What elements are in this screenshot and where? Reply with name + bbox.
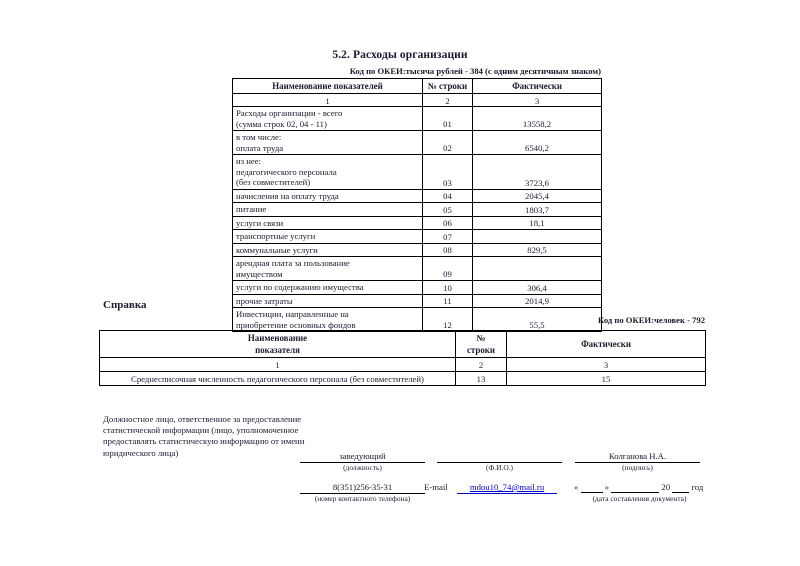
expense-value-cell: 1803,7: [473, 203, 602, 217]
column-index-3: 3: [473, 94, 602, 107]
date-quote-close: »: [604, 482, 610, 492]
expense-name-cell: услуги связи: [233, 216, 423, 230]
date-quote-open: «: [574, 482, 579, 492]
expense-rowno-cell: 01: [423, 107, 473, 131]
expense-value-cell: 18,1: [473, 216, 602, 230]
table-row: [233, 230, 602, 244]
table-row: [233, 281, 602, 295]
email-link[interactable]: mdou10_74@mail.ru: [457, 481, 557, 494]
expense-rowno-cell: 03: [423, 155, 473, 190]
spravka-column-header-rowno: № строки: [456, 331, 507, 358]
signature-line: Колганова Н.А.: [575, 450, 700, 463]
expense-name-cell: услуги по содержанию имущества: [233, 281, 423, 295]
signature-caption: (подпись): [622, 463, 653, 472]
expense-name-cell: Расходы организации - всего (сумма строк 02, 04 - 11): [233, 107, 423, 131]
phone-line: 8(351)256-35-31: [300, 481, 425, 494]
spravka-column-header-name: Наименование показателя: [100, 331, 456, 358]
expenses-table: [232, 78, 602, 332]
expense-value-cell: 55,5: [473, 308, 602, 332]
page-title: 5.2. Расходы организации: [332, 49, 468, 61]
expense-rowno-cell: 09: [423, 257, 473, 281]
expense-name-cell: транспортные услуги: [233, 230, 423, 244]
expense-rowno-cell: 06: [423, 216, 473, 230]
expense-value-cell: 829,5: [473, 243, 602, 257]
spravka-table-body: [100, 372, 706, 386]
email-label: E-mail: [424, 482, 448, 492]
date-year-prefix: 20: [661, 482, 671, 492]
expense-name-cell: в том числе: оплата труда: [233, 131, 423, 155]
table-number-row: [233, 94, 602, 107]
expense-value-cell: [473, 257, 602, 281]
table-row: [100, 372, 706, 386]
expense-value-cell: 306,4: [473, 281, 602, 295]
date-caption: (дата составления документа): [592, 494, 687, 503]
column-index-1: 1: [233, 94, 423, 107]
table-row: [233, 243, 602, 257]
expense-name-cell: начисления на оплату труда: [233, 189, 423, 203]
fio-line: [437, 450, 562, 463]
date-day-blank[interactable]: [581, 482, 603, 493]
table-row: [233, 203, 602, 217]
spravka-number-row: [100, 358, 706, 372]
expense-rowno-cell: 11: [423, 294, 473, 308]
position-line: заведующий: [300, 450, 425, 463]
expense-name-cell: питание: [233, 203, 423, 217]
table-row: [233, 216, 602, 230]
expense-value-cell: 6540,2: [473, 131, 602, 155]
spravka-heading: Справка: [103, 299, 147, 311]
spravka-column-header-actual: Фактически: [507, 331, 706, 358]
expense-rowno-cell: 02: [423, 131, 473, 155]
date-year-blank[interactable]: [672, 482, 689, 493]
table-row: [233, 294, 602, 308]
column-header-actual: Фактически: [473, 79, 602, 94]
fio-caption: (Ф.И.О.): [486, 463, 513, 472]
expense-rowno-cell: 12: [423, 308, 473, 332]
table-row: [233, 189, 602, 203]
spravka-column-index-1: 1: [100, 358, 456, 372]
expense-name-cell: коммунальные услуги: [233, 243, 423, 257]
expense-name-cell: Инвестиции, направленные на приобретение основных фондов: [233, 308, 423, 332]
expense-rowno-cell: 04: [423, 189, 473, 203]
table-row: [233, 107, 602, 131]
expense-rowno-cell: 08: [423, 243, 473, 257]
spravka-table: [99, 330, 706, 386]
table-header-row: [233, 79, 602, 94]
expense-value-cell: [473, 230, 602, 244]
expense-rowno-cell: 07: [423, 230, 473, 244]
spravka-column-index-2: 2: [456, 358, 507, 372]
spravka-column-index-3: 3: [507, 358, 706, 372]
expenses-table-body: [233, 107, 602, 332]
expense-name-cell: прочие затраты: [233, 294, 423, 308]
spravka-rowno-cell: 13: [456, 372, 507, 386]
phone-caption: (номер контактного телефона): [314, 494, 411, 503]
expense-rowno-cell: 10: [423, 281, 473, 295]
expense-name-cell: из нее: педагогического персонала (без совместителей): [233, 155, 423, 190]
responsible-person-note: Должностное лицо, ответственное за предоставление статистической информации (лицо, уполномоченное предоставлять статистическую информацию от имени юридического лица): [103, 414, 305, 458]
table-row: [233, 131, 602, 155]
column-header-rowno: № строки: [423, 79, 473, 94]
expense-rowno-cell: 05: [423, 203, 473, 217]
spravka-value-cell: 15: [507, 372, 706, 386]
column-index-2: 2: [423, 94, 473, 107]
spravka-name-cell: Среднесписочная численность педагогического персонала (без совместителей): [100, 372, 456, 386]
date-month-blank[interactable]: [611, 482, 659, 493]
date-year-suffix: год: [691, 482, 704, 492]
date-line: [574, 481, 703, 493]
spravka-header-row: [100, 331, 706, 358]
expense-value-cell: 3723,6: [473, 155, 602, 190]
table-row: [233, 155, 602, 190]
expense-value-cell: 2045,4: [473, 189, 602, 203]
okei-note-persons: Код по ОКЕИ:человек - 792: [598, 315, 705, 325]
expense-name-cell: арендная плата за пользование имуществом: [233, 257, 423, 281]
table-row: [233, 257, 602, 281]
position-caption: (должность): [343, 463, 382, 472]
column-header-name: Наименование показателей: [233, 79, 423, 94]
expense-value-cell: 13558,2: [473, 107, 602, 131]
expense-value-cell: 2014,9: [473, 294, 602, 308]
okei-note-expenses: Код по ОКЕИ:тысяча рублей - 384 (с одним десятичным знаком): [349, 66, 601, 76]
